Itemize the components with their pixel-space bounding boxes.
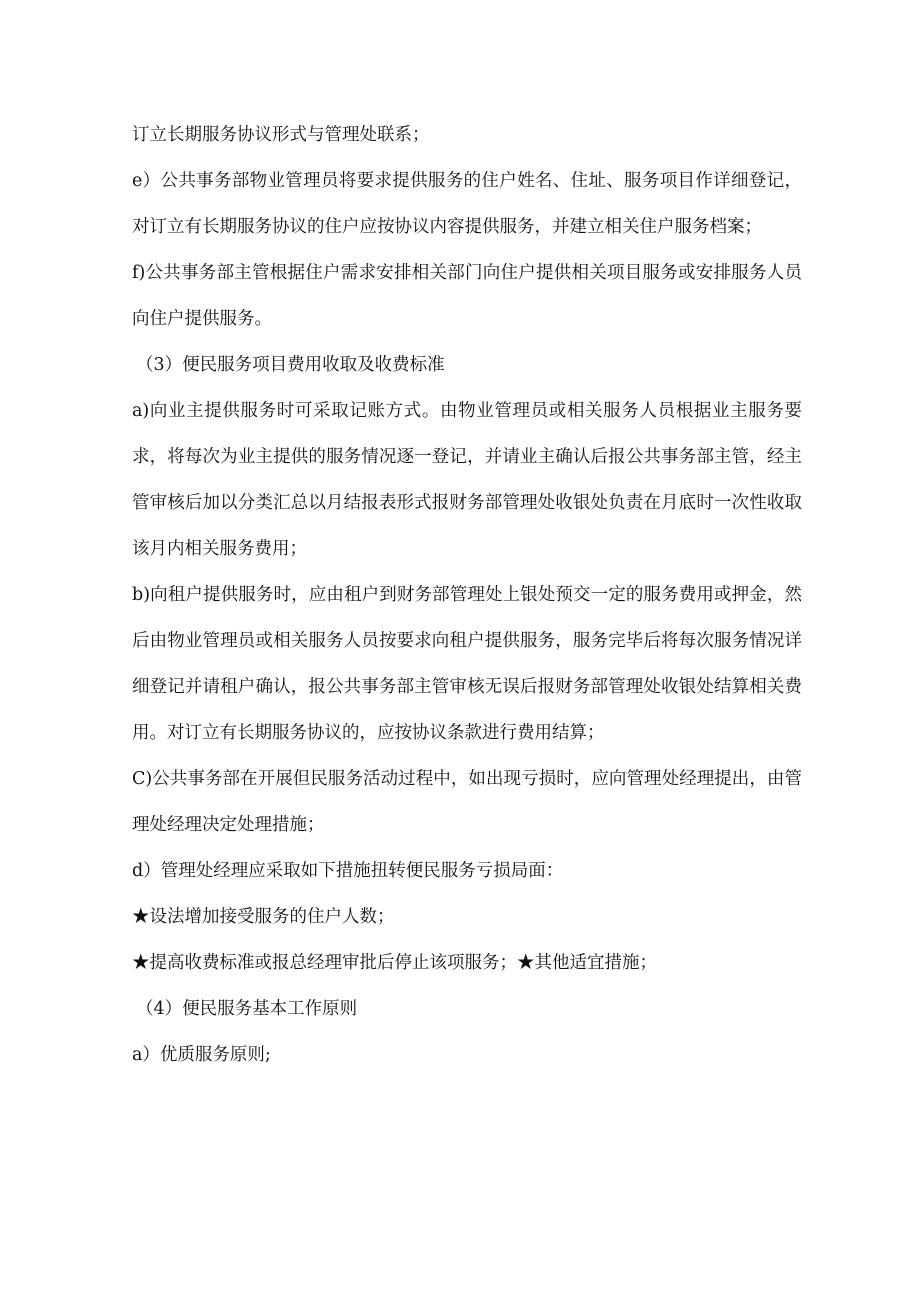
paragraph-contract-contact: 订立长期服务协议形式与管理处联系；: [132, 125, 430, 145]
paragraph-item-c-loss: C)公共事务部在开展但民服务活动过程中，如出现亏损时，应向管理处经理提出，由管理处经理决定处理措施；: [132, 769, 802, 835]
paragraph-item-a-quality: a）优质服务原则;: [132, 1045, 271, 1065]
paragraph-item-b-tenant: b)向租户提供服务时，应由租户到财务部管理处上银处预交一定的服务费用或押金，然后由物业管理员或相关服务人员按要求向租户提供服务，服务完毕后将每次服务情况详细登记并请租户确认，报公共事务部主管审核无误后报财务部管理处收银处结算相关费用。对订立有长期服务协议的，应按协议条款进行费用结算；: [132, 585, 802, 743]
paragraph-item-e: e）公共事务部物业管理员将要求提供服务的住户姓名、住址、服务项目作详细登记，对订立有长期服务协议的住户应按协议内容提供服务，并建立相关住户服务档案；: [132, 171, 802, 237]
paragraph-item-f: f)公共事务部主管根据住户需求安排相关部门向住户提供相关项目服务或安排服务人员向住户提供服务。: [132, 263, 802, 329]
paragraph-item-a-billing: a)向业主提供服务时可采取记账方式。由物业管理员或相关服务人员根据业主服务要求，将每次为业主提供的服务情况逐一登记，并请业主确认后报公共事务部主管，经主管审核后加以分类汇总以月结报表形式报财务部管理处收银处负责在月底时一次性收取该月内相关服务费用；: [132, 401, 802, 559]
bullet-increase-users: ★设法增加接受服务的住户人数；: [132, 907, 395, 927]
bullet-raise-fees: ★提高收费标准或报总经理审批后停止该项服务；★其他适宜措施；: [132, 953, 657, 973]
paragraph-item-d-measures: d）管理处经理应采取如下措施扭转便民服务亏损局面：: [132, 861, 564, 881]
section-heading-3: （3）便民服务项目费用收取及收费标准: [136, 355, 445, 375]
section-heading-4: （4）便民服务基本工作原则: [136, 999, 358, 1019]
document-body: [132, 112, 802, 1078]
